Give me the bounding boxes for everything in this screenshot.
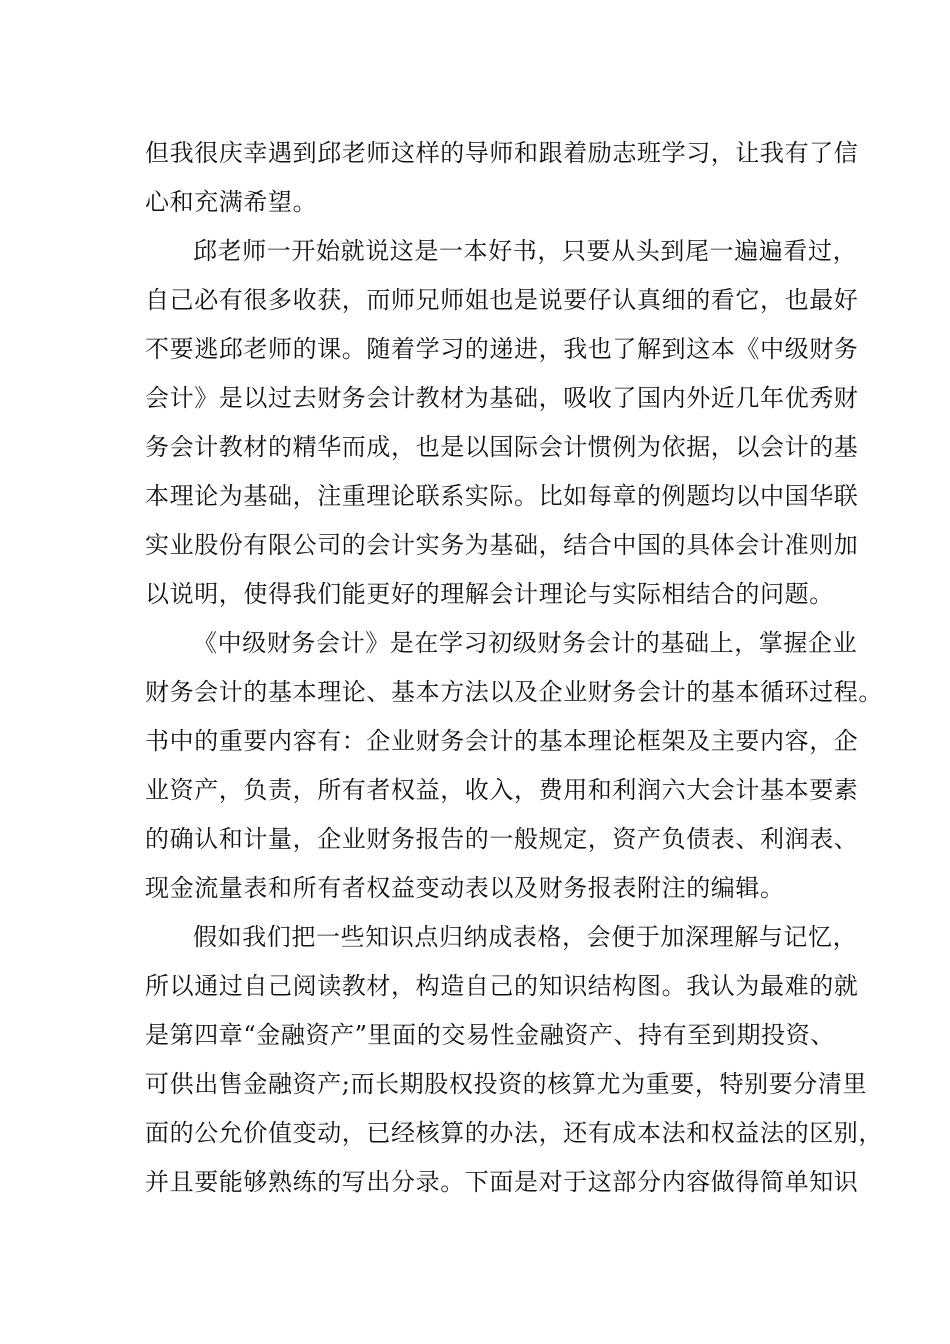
text-line: 但我很庆幸遇到邱老师这样的导师和跟着励志班学习，让我有了信 bbox=[145, 139, 859, 167]
text-line: 自己必有很多收获，而师兄师姐也是说要仔认真细的看它，也最好 bbox=[145, 286, 859, 314]
text-line: 可供出售金融资产;而长期股权投资的核算尤为重要，特别要分清里 bbox=[145, 1070, 868, 1098]
document-body bbox=[145, 129, 883, 1207]
text-line: 不要逃邱老师的课。随着学习的递进，我也了解到这本《中级财务 bbox=[145, 335, 859, 363]
text-line: 所以通过自己阅读教材，构造自己的知识结构图。我认为最难的就 bbox=[145, 972, 859, 1000]
text-line: 并且要能够熟练的写出分录。下面是对于这部分内容做得简单知识 bbox=[145, 1168, 859, 1196]
text-line: 心和充满希望。 bbox=[145, 188, 318, 216]
text-line: 是第四章“金融资产”里面的交易性金融资产、持有至到期投资、 bbox=[145, 1021, 835, 1049]
text-line: 书中的重要内容有：企业财务会计的基本理论框架及主要内容，企 bbox=[145, 727, 859, 755]
text-line: 务会计教材的精华而成，也是以国际会计惯例为依据，以会计的基 bbox=[145, 433, 859, 461]
text-line: 以说明，使得我们能更好的理解会计理论与实际相结合的问题。 bbox=[145, 580, 834, 608]
text-line: 财务会计的基本理论、基本方法以及企业财务会计的基本循环过程。 bbox=[145, 678, 883, 706]
text-line: 实业股份有限公司的会计实务为基础，结合中国的具体会计准则加 bbox=[145, 531, 859, 559]
text-line: 的确认和计量，企业财务报告的一般规定，资产负债表、利润表、 bbox=[145, 825, 859, 853]
paragraph-first-line: 假如我们把一些知识点归纳成表格，会便于加深理解与记忆， bbox=[193, 923, 858, 951]
paragraph-first-line: 《中级财务会计》是在学习初级财务会计的基础上，掌握企业 bbox=[193, 629, 858, 657]
paragraph-first-line: 邱老师一开始就说这是一本好书，只要从头到尾一遍遍看过， bbox=[193, 237, 858, 265]
text-line: 本理论为基础，注重理论联系实际。比如每章的例题均以中国华联 bbox=[145, 482, 859, 510]
text-line: 会计》是以过去财务会计教材为基础，吸收了国内外近几年优秀财 bbox=[145, 384, 859, 412]
text-line: 面的公允价值变动，已经核算的办法，还有成本法和权益法的区别， bbox=[145, 1119, 883, 1147]
text-line: 业资产，负责，所有者权益，收入，费用和利润六大会计基本要素 bbox=[145, 776, 859, 804]
text-line: 现金流量表和所有者权益变动表以及财务报表附注的编辑。 bbox=[145, 874, 785, 902]
